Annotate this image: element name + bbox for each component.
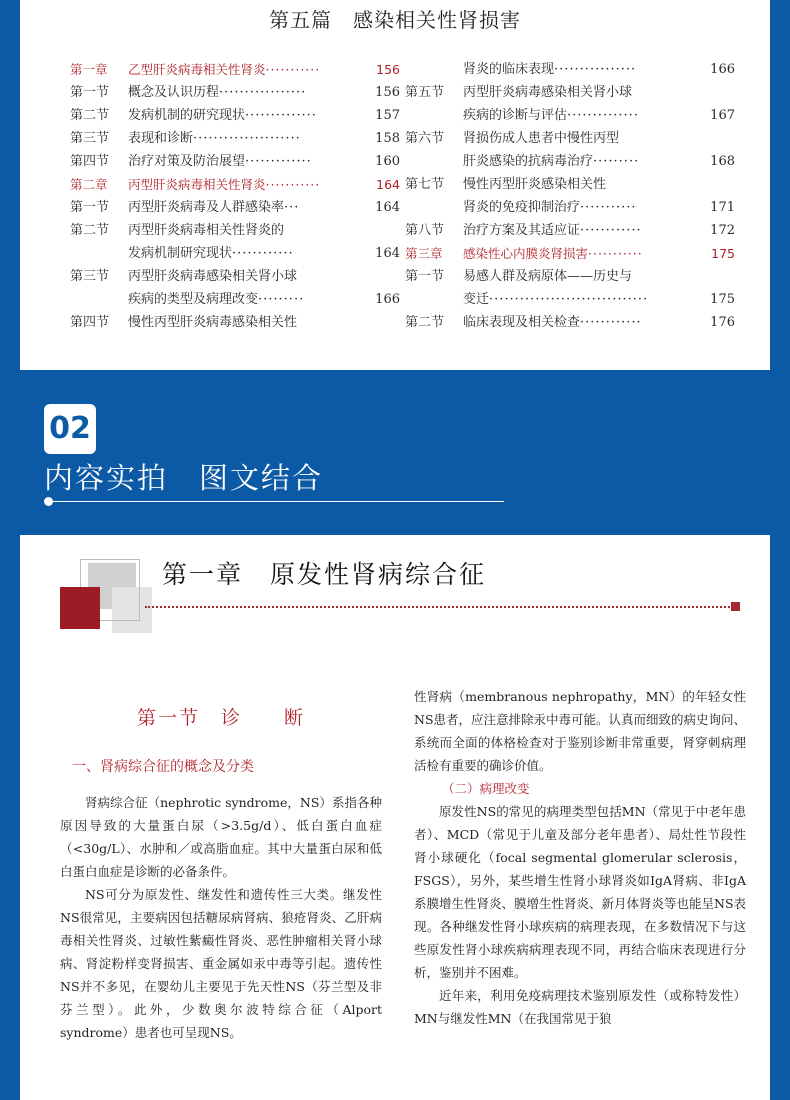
toc-entry-title: 肾损伤成人患者中慢性丙型: [463, 131, 620, 146]
subsection-title: 一、肾病综合征的概念及分类: [72, 759, 254, 775]
toc-entry: [405, 219, 735, 242]
toc-entry: [405, 150, 735, 173]
toc-page-number: 175: [710, 292, 735, 307]
right-text-column: [414, 685, 746, 1030]
toc-leader-dots: ·················: [219, 85, 307, 100]
toc-entry-number: 第八节: [405, 223, 445, 238]
toc-entry-title: 治疗对策及防治展望: [128, 154, 246, 169]
toc-entry-number: 第二节: [405, 315, 445, 330]
toc-chapter-entry: [405, 242, 735, 265]
body-paragraph: 性肾病（membranous nephropathy，MN）的年轻女性NS患者，应注意排除汞中毒可能。认真而细致的病史询问、系统而全面的体格检查对于鉴别诊断非常重要，肾穿刺病理活检有重要的确诊价值。: [414, 689, 747, 773]
toc-right-column: [405, 58, 735, 334]
toc-entry-title: 变迁: [463, 292, 490, 307]
toc-leader-dots: ···········: [265, 177, 321, 192]
toc-entry-number: 第二节: [70, 223, 110, 238]
section-number-badge: 02: [44, 404, 96, 454]
toc-title: 第五篇 感染相关性肾损害: [269, 8, 521, 32]
toc-entry-title: 肾炎的临床表现: [463, 62, 555, 77]
toc-leader-dots: ··············: [567, 108, 639, 123]
body-paragraph: 近年来，利用免疫病理技术鉴别原发性（或称特发性）MN与继发性MN（在我国常见于狼: [414, 988, 746, 1026]
toc-entry: [70, 196, 400, 219]
toc-entry: [405, 104, 735, 127]
toc-entry-number: 第三节: [70, 269, 110, 284]
toc-entry-title: 疾病的类型及病理改变: [128, 292, 259, 307]
toc-entry-number: 第五节: [405, 85, 445, 100]
toc-entry: [70, 104, 400, 127]
toc-card: [20, 0, 770, 370]
toc-page-number: 176: [710, 315, 735, 330]
toc-entry-title: 乙型肝炎病毒相关性肾炎: [128, 62, 266, 77]
toc-leader-dots: ··············: [245, 108, 317, 123]
toc-entry: [405, 127, 735, 150]
toc-leader-dots: ················: [554, 62, 637, 77]
toc-entry-title: 慢性丙型肝炎病毒感染相关性: [128, 315, 298, 330]
toc-leader-dots: ·······························: [489, 292, 649, 307]
toc-entry: [405, 173, 735, 196]
toc-entry: [405, 196, 735, 219]
toc-entry-number: 第一节: [70, 85, 110, 100]
toc-leader-dots: ···········: [588, 246, 643, 261]
section-heading: 内容实拍 图文结合: [44, 461, 324, 495]
toc-page-number: 157: [375, 108, 400, 123]
toc-entry: [70, 265, 400, 288]
toc-entry: [70, 150, 400, 173]
chapter-title: 第一章 原发性肾病综合征: [162, 560, 487, 589]
toc-entry: [405, 81, 735, 104]
toc-entry-title: 丙型肝炎病毒相关性肾炎: [128, 177, 266, 192]
toc-page-number: 171: [710, 200, 735, 215]
toc-entry-number: 第三章: [405, 246, 443, 261]
toc-entry-title: 发病机制研究现状: [128, 246, 233, 261]
toc-entry-title: 概念及认识历程: [128, 85, 220, 100]
toc-entry: [70, 288, 400, 311]
toc-entry-title: 丙型肝炎病毒感染相关肾小球: [463, 85, 633, 100]
subsection-title-pathology: （二）病理改变: [442, 781, 530, 796]
toc-entry-title: 表现和诊断: [128, 131, 194, 146]
toc-entry-number: 第四节: [70, 154, 110, 169]
chapter-rule-end-square: [731, 602, 740, 611]
toc-entry: [70, 311, 400, 334]
toc-entry-number: 第二章: [70, 177, 108, 192]
toc-entry-title: 丙型肝炎病毒相关性肾炎的: [128, 223, 285, 238]
body-paragraph: 原发性NS的常见的病理类型包括MN（常见于中老年患者）、MCD（常见于儿童及部分老年患者）、局灶性节段性肾小球硬化（focal segmental glomerular sclerosis，FSGS），另外，某些增生性肾小球肾炎如IgA肾病、非IgA系膜增生性肾炎、膜增生性肾炎、新月体肾炎等也能呈NS表现。各种继发性肾小球疾病的病理表现，在多数情况下与这些原发性肾小球疾病病理表现不同，再结合临床表现进行分析，鉴别并不困难。: [414, 804, 747, 980]
toc-entry-number: 第一章: [70, 62, 108, 77]
toc-page-number: 164: [375, 200, 400, 215]
toc-entry-title: 治疗方案及其适应证: [463, 223, 581, 238]
body-paragraph: NS可分为原发性、继发性和遗传性三大类。继发性NS很常见，主要病因包括糖尿病肾病、狼疮肾炎、乙肝病毒相关性肾炎、过敏性紫癜性肾炎、恶性肿瘤相关肾小球病、肾淀粉样变肾损害、重金属如汞中毒等引起。遗传性NS并不多见，在婴幼儿主要见于先天性NS（芬兰型及非芬兰型）。此外，少数奥尔波特综合征（Alport syndrome）患者也可呈现NS。: [60, 887, 382, 1040]
toc-leader-dots: ············: [232, 246, 294, 261]
chapter-dotted-rule: [145, 606, 730, 608]
toc-entry: [70, 219, 400, 242]
book-page-photo: [20, 535, 770, 1100]
toc-entry-title: 丙型肝炎病毒感染相关肾小球: [128, 269, 298, 284]
left-text-column: [60, 685, 382, 1044]
section-title: 第一节 诊 断: [136, 707, 305, 729]
toc-entry-number: 第一节: [70, 200, 110, 215]
toc-entry-title: 慢性丙型肝炎感染相关性: [463, 177, 607, 192]
toc-entry-title: 易感人群及病原体——历史与: [463, 269, 633, 284]
toc-entry: [405, 288, 735, 311]
toc-entry-number: 第六节: [405, 131, 445, 146]
toc-entry-title: 肾炎的免疫抑制治疗: [463, 200, 581, 215]
toc-page-number: 167: [710, 108, 735, 123]
heading-underline: [52, 501, 504, 502]
toc-entry-title: 疾病的诊断与评估: [463, 108, 568, 123]
toc-entry-number: 第三节: [70, 131, 110, 146]
toc-page-number: 164: [375, 246, 400, 261]
body-paragraph: 肾病综合征（nephrotic syndrome，NS）系指各种原因导致的大量蛋白尿（>3.5g/d）、低白蛋白血症（<30g/L）、水肿和／或高脂血症。其中大量蛋白尿和低白蛋白血症是诊断的必备条件。: [60, 795, 382, 879]
toc-page-number: 166: [375, 292, 400, 307]
toc-leader-dots: ···: [284, 200, 300, 215]
toc-entry: [405, 265, 735, 288]
toc-page-number: 175: [711, 246, 735, 261]
toc-entry-number: 第四节: [70, 315, 110, 330]
toc-leader-dots: ···········: [265, 62, 321, 77]
toc-page-number: 158: [375, 131, 400, 146]
toc-entry-number: 第二节: [70, 108, 110, 123]
toc-entry-title: 肝炎感染的抗病毒治疗: [463, 154, 594, 169]
toc-chapter-entry: [70, 58, 400, 81]
decor-square-red: [60, 587, 100, 629]
toc-leader-dots: ············: [580, 223, 642, 238]
toc-entry: [70, 127, 400, 150]
toc-entry-title: 丙型肝炎病毒及人群感染率: [128, 200, 285, 215]
toc-entry-number: 第一节: [405, 269, 445, 284]
toc-leader-dots: ·········: [593, 154, 640, 169]
toc-page-number: 160: [375, 154, 400, 169]
toc-entry-number: 第七节: [405, 177, 445, 192]
toc-chapter-entry: [70, 173, 400, 196]
toc-entry-title: 临床表现及相关检查: [463, 315, 581, 330]
toc-page-number: 166: [710, 62, 735, 77]
toc-leader-dots: ·············: [245, 154, 312, 169]
toc-page-number: 168: [710, 154, 735, 169]
toc-page-number: 156: [375, 85, 400, 100]
toc-entry: [70, 242, 400, 265]
toc-page-number: 156: [376, 62, 400, 77]
toc-page-number: 164: [376, 177, 400, 192]
toc-page-number: 172: [710, 223, 735, 238]
toc-leader-dots: ·····················: [193, 131, 301, 146]
toc-entry: [405, 311, 735, 334]
toc-entry-title: 感染性心内膜炎肾损害: [463, 246, 589, 261]
toc-left-column: [70, 58, 400, 334]
toc-entry-title: 发病机制的研究现状: [128, 108, 246, 123]
toc-leader-dots: ·········: [258, 292, 305, 307]
toc-entry: [70, 81, 400, 104]
toc-leader-dots: ············: [580, 315, 642, 330]
toc-entry: [405, 58, 735, 81]
toc-leader-dots: ···········: [580, 200, 637, 215]
